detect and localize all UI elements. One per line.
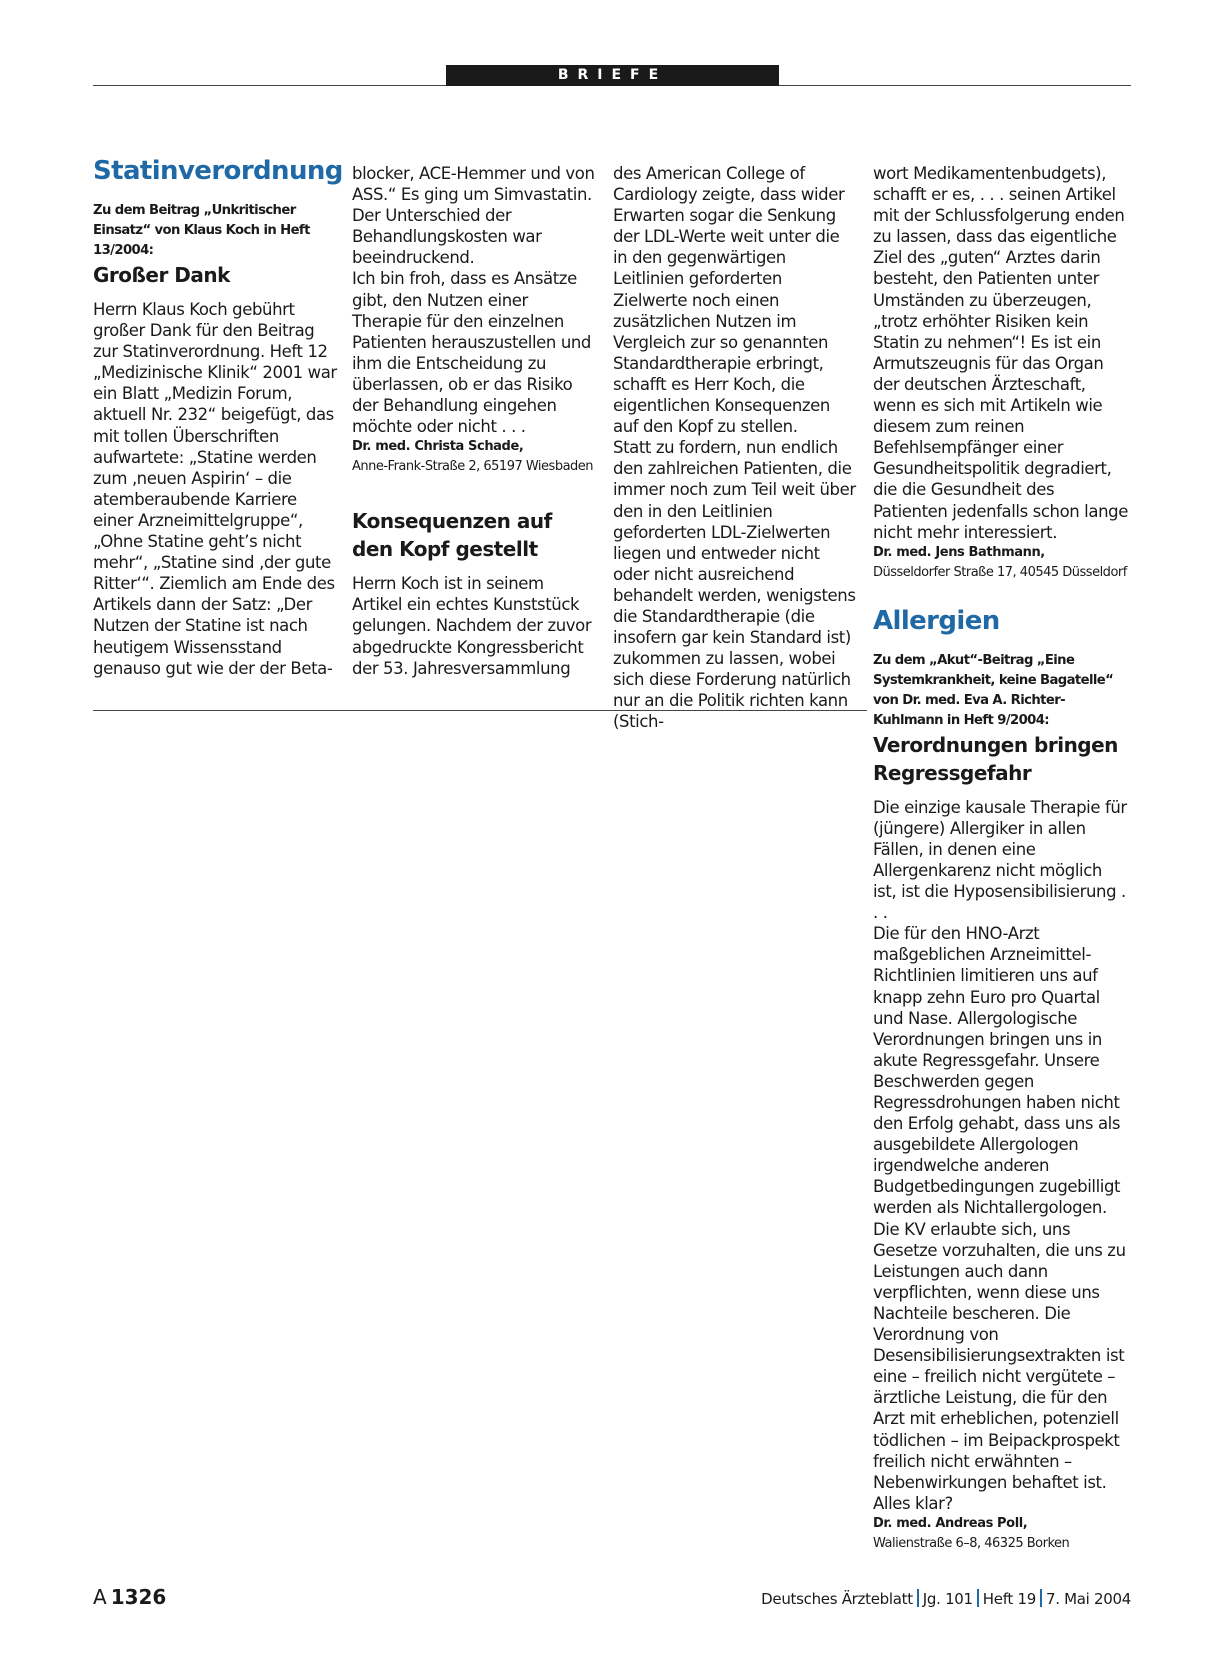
letter-body: Statt zu fordern, nun endlich den zahlreichen Patienten, die immer noch zum Teil weit über den in den Leitlinien geforderten LDL-Zielwerten liegen und entweder nicht oder nicht ausreichend behandelt werden, wenigstens die Standardtherapie (die insofern gar kein Standard ist) zukommen zu lassen, wobei sich diese Forderung natürlich nur an die Politik richten kann (Stich- (613, 438, 856, 732)
separator (977, 1589, 979, 1607)
letter-author: Dr. med. Jens Bathmann, (873, 544, 1045, 560)
column-rule (93, 710, 867, 711)
journal-name: Deutsches Ärzteblatt (761, 1590, 913, 1608)
separator (917, 1589, 919, 1607)
article-intro: Zu dem „Akut“-Beitrag „Eine Systemkrankheit, keine Bagatelle“ von Dr. med. Eva A. Richter-Kuhlmann in Heft 9/2004: (873, 652, 1114, 728)
letter-body: blocker, ACE-Hemmer und von ASS.“ Es ging um Simvastatin. Der Unterschied der Behandlungskosten war beeindruckend. (352, 164, 595, 268)
letter-body: des American College of Cardiology zeigte, dass wider Erwarten sogar die Senkung der LDL-Werte weit unter die in den gegenwärtigen Leitlinien geforderten Zielwerte noch einen zusätzlichen Nutzen im Vergleich zur so genannten Standardtherapie erbringt, schafft es Herr Koch, die eigentlichen Konsequenzen auf den Kopf zu stellen. (613, 164, 845, 437)
letter-author: Dr. med. Christa Schade, (352, 439, 524, 455)
article-title-allergien: Allergien (873, 605, 1000, 636)
letter-body: wort Medikamentenbudgets), schafft er es, . . . seinen Artikel mit der Schlussfolgerung enden zu lassen, dass das eigentliche Ziel des „guten“ Arztes darin besteht, den Patienten unter Umständen zu überzeugen, „trotz erhöhter Risiken kein Statin zu nehmen“! Es ist ein Armutszeugnis für das Organ der deutschen Ärzteschaft, wenn es sich mit Artikeln wie diesem zum reinen Befehlsempfänger einer Gesundheitspolitik degradiert, die die Gesundheit des Patienten jedenfalls schon lange nicht mehr interessiert. (873, 164, 1128, 542)
column-1 (93, 155, 343, 679)
letter-body: Die für den HNO-Arzt maßgeblichen Arzneimittel-Richtlinien limitieren uns auf knapp zehn Euro pro Quartal und Nase. Allergologische Verordnungen bringen uns in akute Regressgefahr. Unsere Beschwerden gegen Regressdrohungen haben nicht den Erfolg gehabt, dass uns als ausgebildete Allergologen irgendwelche anderen Budgetbedingungen zugebilligt werden als Nichtallergologen. Die KV erlaubte sich, uns Gesetze vorzuhalten, die uns zu Leistungen auch dann verpflichten, wenn diese uns Nachteile bescheren. Die Verordnung von Desensibilisierungsextrakten ist eine – freilich nicht vergütete – ärztliche Leistung, die für den Arzt mit erheblichen, potenziell tödlichen – im Beipackprospekt freilich nicht erwähnten – Nebenwirkungen behaftet ist. Alles klar? (873, 924, 1126, 1513)
letter-heading-regressgefahr: Verordnungen bringen Regressgefahr (873, 732, 1118, 785)
letter-address: Düsseldorfer Straße 17, 40545 Düsseldorf (873, 564, 1127, 580)
journal-date: 7. Mai 2004 (1045, 1590, 1131, 1608)
article-title-statinverordnung: Statinverordnung (93, 156, 343, 186)
journal-volume: Jg. 101 (922, 1590, 973, 1608)
letter-body: Die einzige kausale Therapie für (jüngere) Allergiker in allen Fällen, in denen eine Allergenkarenz nicht möglich ist, ist die Hyposensibilisierung . . . (873, 797, 1127, 923)
section-label: BRIEFE (446, 65, 779, 86)
letter-address: Walienstraße 6–8, 46325 Borken (873, 1535, 1070, 1551)
page-number (93, 1584, 166, 1610)
letter-heading-konsequenzen: Konsequenzen auf den Kopf gestellt (352, 509, 552, 562)
column-4 (873, 163, 1129, 1554)
page-prefix: A (93, 1585, 107, 1609)
journal-info (761, 1589, 1131, 1609)
letter-heading-grosser-dank: Großer Dank (93, 263, 230, 287)
journal-issue: Heft 19 (982, 1590, 1036, 1608)
column-2 (352, 163, 597, 679)
separator (1040, 1589, 1042, 1607)
article-intro: Zu dem Beitrag „Unkritischer Einsatz“ von Klaus Koch in Heft 13/2004: (93, 203, 310, 258)
letter-author: Dr. med. Andreas Poll, (873, 1515, 1028, 1531)
letter-body: Ich bin froh, dass es Ansätze gibt, den Nutzen einer Therapie für den einzelnen Patienten herauszustellen und ihm die Entscheidung zu überlassen, ob er das Risiko der Behandlung eingehen möchte oder nicht . . . (352, 269, 592, 437)
column-3 (613, 163, 858, 733)
letter-address: Anne-Frank-Straße 2, 65197 Wiesbaden (352, 459, 594, 475)
page-number-value: 1326 (110, 1585, 167, 1609)
letter-body: Herrn Klaus Koch gebührt großer Dank für den Beitrag zur Statinverordnung. Heft 12 „Medizinische Klinik“ 2001 war ein Blatt „Medizin Forum, aktuell Nr. 232“ beigefügt, das mit tollen Überschriften aufwartete: „Statine werden zum ‚neuen Aspirin‘ – die atemberaubende Karriere einer Arzneimittelgruppe“, „Ohne Statine geht’s nicht mehr“, „Statine sind ‚der gute Ritter‘“. Ziemlich am Ende des Artikels dann der Satz: „Der Nutzen der Statine ist nach heutigem Wissensstand genauso gut wie der der Beta- (93, 300, 337, 678)
letter-body: Herrn Koch ist in seinem Artikel ein echtes Kunststück gelungen. Nachdem der zuvor abgedruckte Kongressbericht der 53. Jahresversammlung (352, 574, 592, 678)
